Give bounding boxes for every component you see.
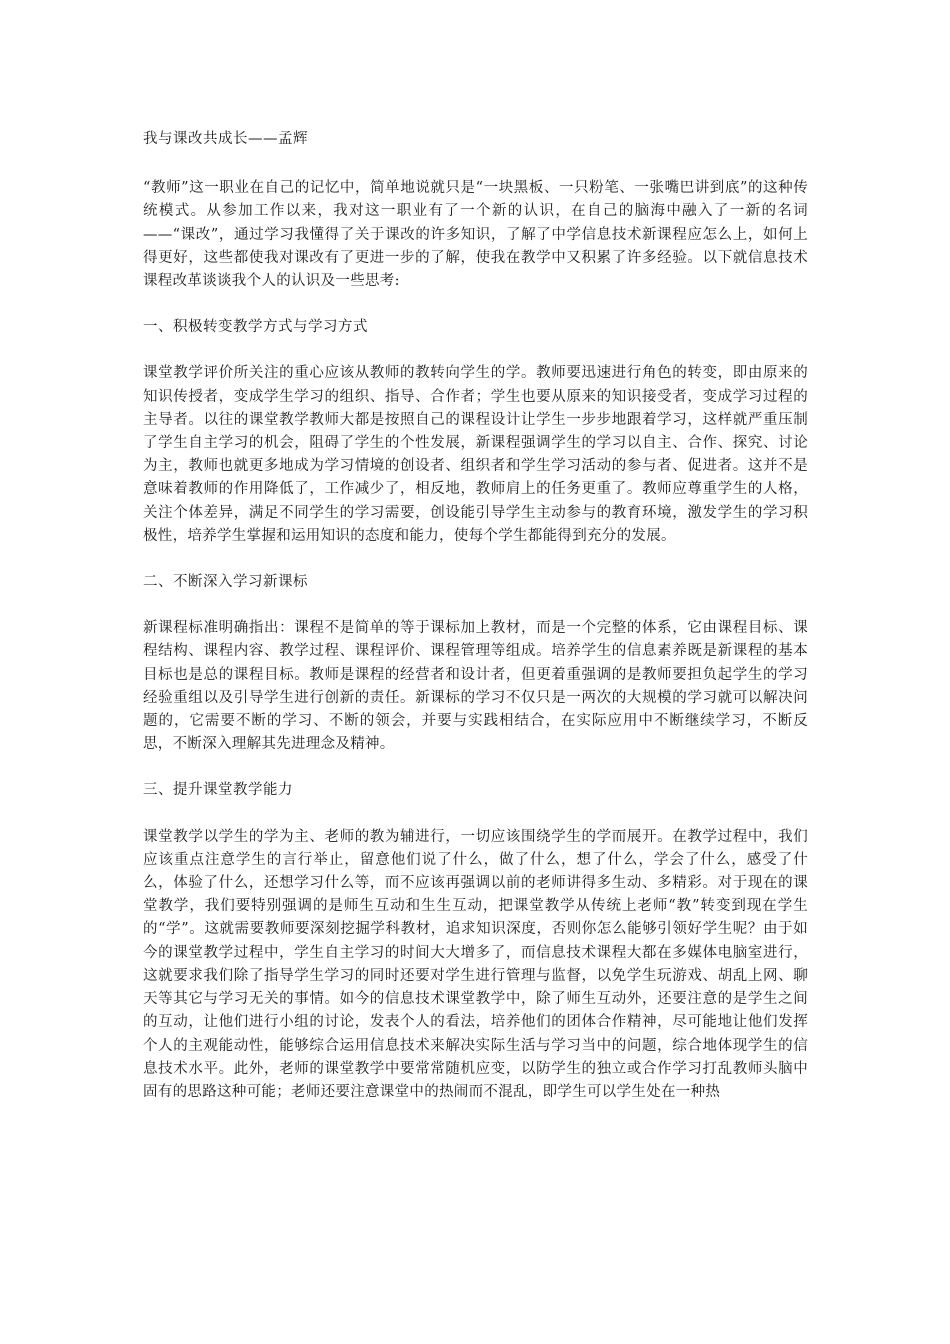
section-heading-1: 一、积极转变教学方式与学习方式 [143,319,368,336]
section-heading-3: 三、提升课堂教学能力 [143,782,293,799]
section-body-2: 新课程标准明确指出：课程不是简单的等于课标加上教材，而是一个完整的体系，它由课程目标、课程结构、课程内容、教学过程、课程评价、课程管理等组成。培养学生的信息素养既是新课程的基本目标也是总的课程目标。教师是课程的经营者和设计者，但更着重强调的是教师要担负起学生的学习经验重组以及引导学生进行创新的责任。新课标的学习不仅只是一两次的大规模的学习就可以解决问题的，它需要不断的学习、不断的领会，并要与实践相结合，在实际应用中不断继续学习，不断反思，不断深入理解其先进理念及精神。 [143,620,808,753]
section-heading-2: 二、不断深入学习新课标 [143,574,308,591]
document-body [143,128,808,1127]
intro-paragraph: “教师”这一职业在自己的记忆中，简单地说就只是“一块黑板、一只粉笔、一张嘴巴讲到底”的这种传统模式。从参加工作以来，我对这一职业有了一个新的认识，在自己的脑海中融入了一新的名词——“课改”，通过学习我懂得了关于课改的许多知识，了解了中学信息技术新课程应怎么上，如何上得更好，这些都使我对课改有了更进一步的了解，使我在教学中又积累了许多经验。以下就信息技术课程改革谈谈我个人的认识及一些思考: [143,180,808,290]
section-body-1: 课堂教学评价所关注的重心应该从教师的教转向学生的学。教师要迅速进行角色的转变，即由原来的知识传授者，变成学生学习的组织、指导、合作者；学生也要从原来的知识接受者，变成学习过程的主导者。以往的课堂教学教师大都是按照自己的课程设计让学生一步步地跟着学习，这样就严重压制了学生自主学习的机会，阻碍了学生的个性发展，新课程强调学生的学习以自主、合作、探究、讨论为主，教师也就更多地成为学习情境的创设者、组织者和学生学习活动的参与者、促进者。这并不是意味着教师的作用降低了，工作减少了，相反地，教师肩上的任务更重了。教师应尊重学生的人格，关注个体差异，满足不同学生的学习需要，创设能引导学生主动参与的教育环境，激发学生的学习积极性，培养学生掌握和运用知识的态度和能力，使每个学生都能得到充分的发展。 [143,365,808,544]
section-body-3: 课堂教学以学生的学为主、老师的教为辅进行，一切应该围绕学生的学而展开。在教学过程中，我们应该重点注意学生的言行举止，留意他们说了什么，做了什么，想了什么，学会了什么，感受了什么，体验了什么，还想学习什么等，而不应该再强调以前的老师讲得多生动、多精彩。对于现在的课堂教学，我们要特别强调的是师生互动和生生互动，把课堂教学从传统上老师“教”转变到现在学生的“学”。这就需要教师要深刻挖掘学科教材，追求知识深度，否则你怎么能够引领好学生呢？由于如今的课堂教学过程中，学生自主学习的时间大大增多了，而信息技术课程大都在多媒体电脑室进行，这就要求我们除了指导学生学习的同时还要对学生进行管理与监督，以免学生玩游戏、胡乱上网、聊天等其它与学习无关的事情。如今的信息技术课堂教学中，除了师生互动外，还要注意的是学生之间的互动，让他们进行小组的讨论，发表个人的看法，培养他们的团体合作精神，尽可能地让他们发挥个人的主观能动性，能够综合运用信息技术来解决实际生活与学习当中的问题，综合地体现学生的信息技术水平。此外，老师的课堂教学中要常常随机应变，以防学生的独立或合作学习打乱教师头脑中固有的思路这种可能；老师还要注意课堂中的热闹而不混乱，即学生可以学生处在一种热 [143,828,808,1100]
document-title: 我与课改共成长——孟辉 [143,131,308,147]
